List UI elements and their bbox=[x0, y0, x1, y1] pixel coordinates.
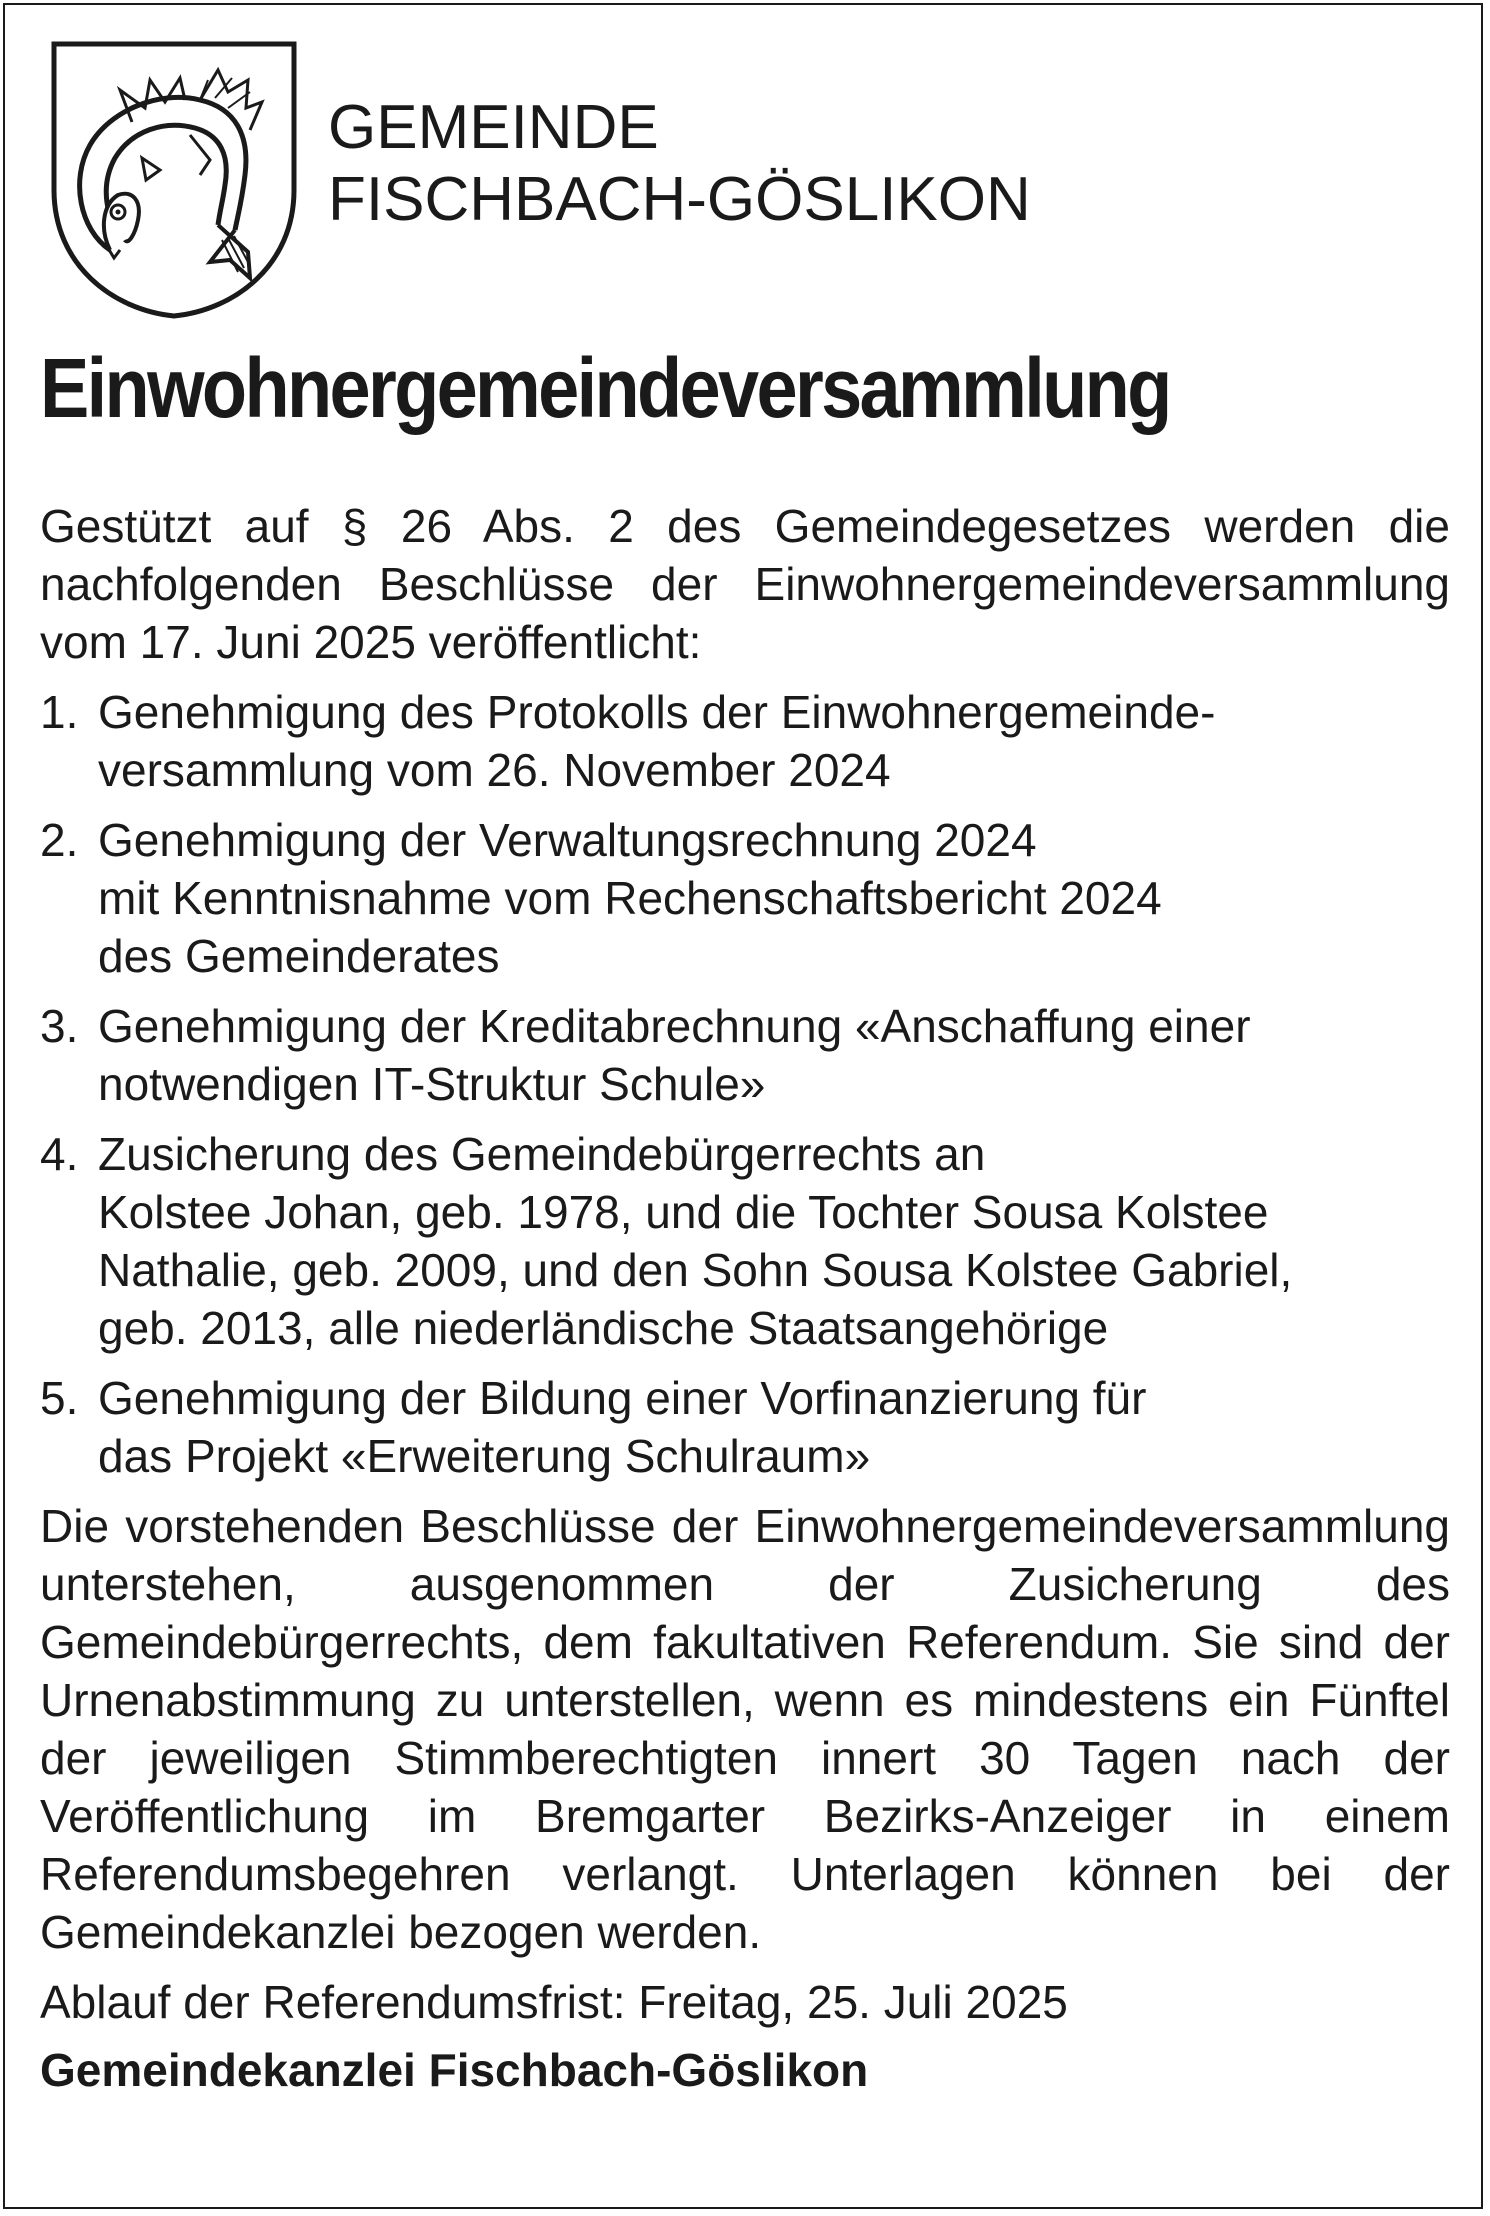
item-line: versammlung vom 26. November 2024 bbox=[98, 744, 891, 796]
municipality-line-1: GEMEINDE bbox=[328, 93, 659, 162]
list-item bbox=[40, 1369, 1450, 1485]
page-title: Einwohnergemeindeversammlung bbox=[40, 341, 1170, 435]
item-line: Zusicherung des Gemeindebürgerrechts an bbox=[98, 1128, 986, 1180]
notice-body bbox=[40, 497, 1450, 2099]
resolution-list bbox=[40, 683, 1450, 1485]
item-line: des Gemeinderates bbox=[98, 930, 500, 982]
item-line: notwendigen IT-Struktur Schule» bbox=[98, 1058, 766, 1110]
item-number: 4. bbox=[40, 1128, 79, 1180]
item-line: Kolstee Johan, geb. 1978, und die Tochter Sousa Kolstee bbox=[98, 1186, 1269, 1238]
signature: Gemeindekanzlei Fischbach-Göslikon bbox=[40, 2044, 869, 2096]
item-number: 2. bbox=[40, 814, 79, 866]
item-line: mit Kenntnisnahme vom Rechenschaftsbericht 2024 bbox=[98, 872, 1162, 924]
list-item bbox=[40, 811, 1450, 985]
item-line: Nathalie, geb. 2009, und den Sohn Sousa Kolstee Gabriel, bbox=[98, 1244, 1293, 1296]
item-number: 3. bbox=[40, 1000, 79, 1052]
fish-crest-icon bbox=[50, 40, 298, 320]
municipality-line-2: FISCHBACH-GÖSLIKON bbox=[328, 165, 1031, 234]
municipality-name bbox=[328, 92, 1031, 236]
intro-paragraph: Gestützt auf § 26 Abs. 2 des Gemeindegesetzes werden die nachfolgenden Beschlüsse der Einwohnergemeindeversammlung vom 17. Juni 2025 veröffentlicht: bbox=[40, 500, 1450, 668]
item-line: Genehmigung der Kreditabrechnung «Anschaffung einer bbox=[98, 1000, 1251, 1052]
list-item bbox=[40, 1125, 1450, 1357]
item-line: Genehmigung der Verwaltungsrechnung 2024 bbox=[98, 814, 1037, 866]
list-item bbox=[40, 683, 1450, 799]
item-number: 5. bbox=[40, 1372, 79, 1424]
item-line: geb. 2013, alle niederländische Staatsangehörige bbox=[98, 1302, 1109, 1354]
list-item bbox=[40, 997, 1450, 1113]
item-line: Genehmigung des Protokolls der Einwohnergemeinde- bbox=[98, 686, 1216, 738]
referendum-deadline: Ablauf der Referendumsfrist: Freitag, 25. Juli 2025 bbox=[40, 1976, 1068, 2028]
referendum-paragraph: Die vorstehenden Beschlüsse der Einwohnergemeindeversammlung unterstehen, ausgenommen der Zusicherung des Gemeindebürgerrechts, dem fakultativen Referendum. Sie sind der Urnenabstimmung zu unterstellen, wenn es mindestens ein Fünftel der jeweiligen Stimmberechtigten innert 30 Tagen nach der Veröffentlichung im Bremgarter Bezirks-Anzeiger in einem Referendumsbegehren verlangt. Unterlagen können bei der Gemeindekanzlei bezogen werden. bbox=[40, 1500, 1450, 1958]
item-number: 1. bbox=[40, 686, 79, 738]
item-line: das Projekt «Erweiterung Schulraum» bbox=[98, 1430, 871, 1482]
item-line: Genehmigung der Bildung einer Vorfinanzierung für bbox=[98, 1372, 1147, 1424]
